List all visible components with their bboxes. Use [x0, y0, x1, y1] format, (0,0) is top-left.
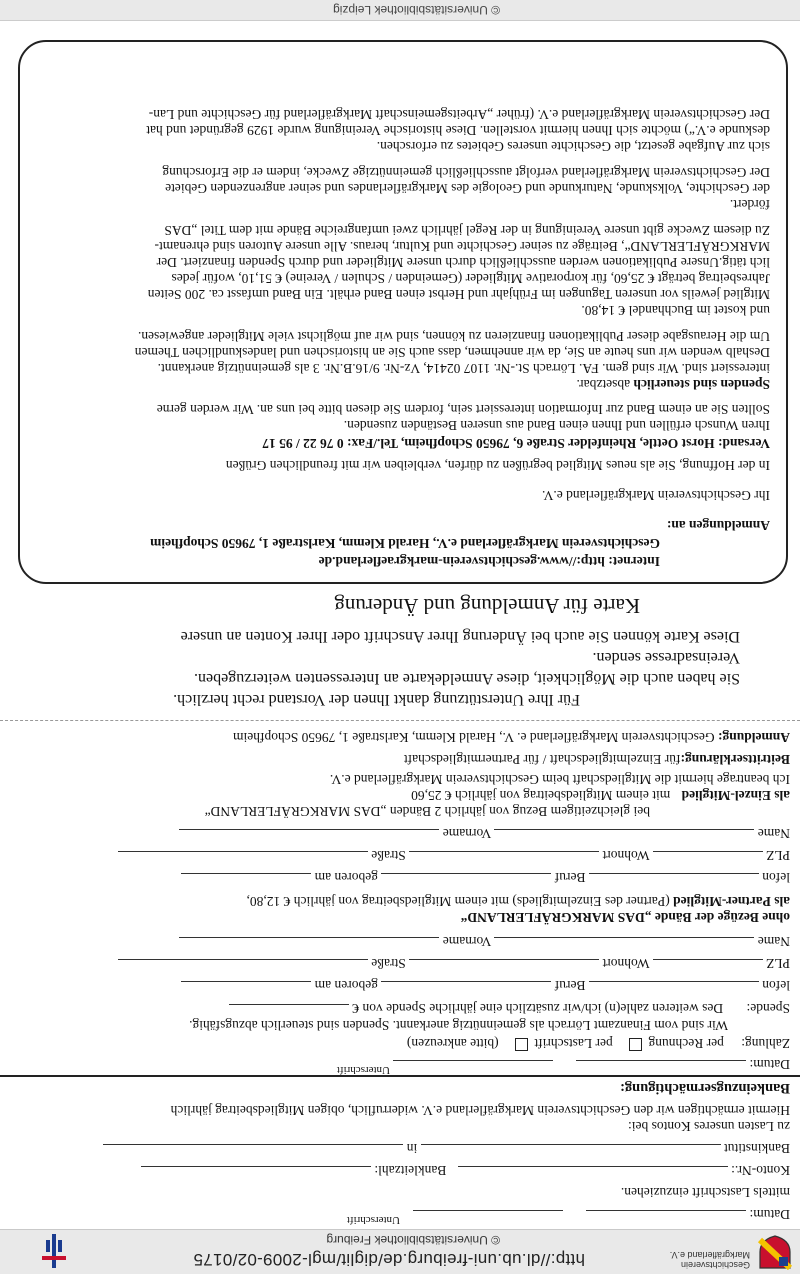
intro-p1-line-3: sich zur Aufgabe gesetzt, die Geschichte unseres Gebietes zu erforschen. [376, 139, 770, 154]
shipping-info: Versand: Horst Oettle, Rheinfelder Straße 6, 79650 Schopfheim, Tel./Fax: 0 76 22 / 95 17 [262, 436, 770, 451]
intro-p1-line-1: Der Geschichtsverein Markgräflerland e.V. (früher „Arbeitsgemeinschaft Markgräflerland für Geschichte und Lan- [148, 107, 770, 122]
bank-text-1: Hiermit ermächtigen wir den Geschichtsverein Markgräflerland e.V. widerruflich, obigen Mitgliedsbeitrag jährlich [170, 1103, 790, 1118]
card-text-4: Für Ihre Unterstützung dankt Ihnen der Vorstand recht herzlich. [173, 691, 580, 708]
card-text-2: Vereinsadresse senden. [592, 649, 740, 666]
partner-line: als Partner-Mitglied (Partner des Einzelmitglieds) mit einem Mitgliedsbeitrag von jährlich € 12,80, [246, 894, 790, 909]
card-title: Karte für Anmeldung und Änderung [334, 594, 640, 618]
footer-copyright: © Universitätsbibliothek Leipzig [333, 3, 500, 17]
viewer-footer [0, 0, 800, 21]
bank-date-field[interactable] [586, 1210, 746, 1221]
bank-title: Bankeinzugsermächtigung: [620, 1080, 790, 1096]
partner-zip-field[interactable] [653, 959, 763, 970]
single-phone-line: lefon Beruf geboren am [181, 869, 790, 885]
partner-firstname-field[interactable] [179, 937, 439, 948]
bank-institute-line: Bankinstitut in [103, 1140, 790, 1156]
form-date-field[interactable] [576, 1060, 746, 1071]
single-phone-field[interactable] [589, 873, 759, 884]
cut-line [0, 720, 800, 721]
intro-p4-line-2: Deshalb wenden wir uns heute an Sie, da wir annehmen, dass auch Sie an historischen und landeskundlichen Themen [134, 345, 770, 360]
form-beitritt-line: Beitrittserklärung:für Einzelmitgliedschaft / für Partnermitgliedschaft [403, 752, 790, 767]
payment-invoice-checkbox[interactable] [629, 1038, 642, 1051]
intro-p3-line-3: lich tätig.Unsere Publikationen werden ausschließlich durch unsere Mitglieder und durch Spenden finanziert. Der [156, 255, 770, 270]
intro-p2-line-3: fördert. [729, 197, 770, 212]
partner-city-field[interactable] [409, 959, 599, 970]
intro-p4-line-1: Um die Herausgabe dieser Publikationen finanzieren zu können, sind wir auf möglichst viele Mitglieder angewiesen. [137, 329, 770, 344]
bank-code-field[interactable] [141, 1166, 371, 1177]
copyright-notice: © Universitätsbibliothek Freiburg [326, 1233, 500, 1247]
intro-p4-line-3: interessiert sind. Wir sind gem. FA. Lörrach St.-Nr. 1107 02414, Vz-Nr. 9/16.B.Nr. 3 als gemeinnützig anerkannt. [157, 361, 770, 376]
intro-p5-line-1: Sollten Sie an einem Band zur Information interessiert sein, fordern Sie diesen bitte bei uns an. Wir werden gerne [156, 402, 770, 417]
bank-divider [0, 1075, 800, 1077]
payment-debit-checkbox[interactable] [515, 1038, 528, 1051]
bank-direct-debit: mittels Lastschrift einzuziehen. [620, 1185, 790, 1200]
hope-text: In der Hoffnung, Sie als neues Mitglied begrüßen zu dürfen, verbleiben wir mit freundlichen Grüßen [225, 458, 770, 473]
form-apply-text: Ich beantrage hiermit die Mitgliedschaft beim Geschichtsverein Markgräflerland e.V. [329, 772, 790, 787]
intro-p2-line-1: Der Geschichtsverein Markgräflerland verfolgt ausschließlich gemeinnützige Zwecke, indem er die Erforschung [162, 165, 770, 180]
bank-signature-label: Unterschrift [346, 1214, 400, 1226]
document-url[interactable]: http://dl.ub.uni-freiburg.de/diglit/mgl-2009-02/0175 [193, 1250, 585, 1269]
intro-p2-line-2: der Geschichte, Volkskunde, Naturkunde und Geologie des Markgräflerlandes und seiner angrenzenden Gebiete [165, 181, 770, 196]
partner-phone-field[interactable] [589, 981, 759, 992]
intro-p1-line-2: deskunde e.V.“) möchte sich Ihnen hiermit vorstellen. Diese historische Vereinigung wurde 1929 gegründet und hat [146, 123, 770, 138]
partner-street-field[interactable] [118, 959, 368, 970]
single-name-field[interactable] [494, 829, 754, 840]
intro-p3-line-6: und kostet im Buchhandel € 14,80. [581, 303, 770, 318]
card-text-3: Sie haben auch die Möglichkeit, diese Anmeldekarte an Interessenten weiterzugeben. [193, 670, 740, 687]
partner-address-line: PLZ Wohnort Straße [118, 955, 790, 971]
bank-date-line: Datum: [413, 1206, 790, 1222]
single-zip-field[interactable] [653, 851, 763, 862]
single-firstname-field[interactable] [179, 829, 439, 840]
partner-name-line: Name Vorname [179, 933, 790, 949]
form-date-line: Datum: [393, 1056, 790, 1072]
partner-phone-line: lefon Beruf geboren am [181, 977, 790, 993]
signoff: Ihr Geschichtsverein Markgräflerland e.V. [541, 488, 770, 503]
library-logo-icon [40, 1234, 68, 1268]
single-address-line: PLZ Wohnort Straße [118, 847, 790, 863]
viewer-header [0, 1229, 800, 1274]
form-signature-field[interactable] [393, 1060, 553, 1071]
single-born-field[interactable] [181, 873, 311, 884]
register-web[interactable]: Internet: http://www.geschichtsverein-markgraeflerland.de [318, 554, 660, 569]
single-street-field[interactable] [118, 851, 368, 862]
intro-p3-line-1: Zu diesem Zwecke gibt unsere Vereinigung in der Regel jährlich zwei umfangreiche Bände mit dem Titel „DAS [164, 223, 770, 238]
society-logo-text: Geschichtsverein Markgräflerland e.V. [669, 1250, 750, 1270]
society-crest-icon [758, 1234, 792, 1270]
partner-born-field[interactable] [181, 981, 311, 992]
single-city-field[interactable] [409, 851, 599, 862]
single-membership-line: als Einzel-Mitglied mit einem Mitgliedsbeitrag von jährlich € 25,60 [411, 788, 790, 803]
bank-institute-field[interactable] [421, 1144, 721, 1155]
intro-p5-line-2: Ihren Wunsch erfüllen und Ihnen einen Band aus unseren Beständen zusenden. [343, 418, 770, 433]
bank-city-field[interactable] [103, 1144, 403, 1155]
donation-line: Spende: Des weiteren zahle(n) ich/wir zusätzlich eine jährliche Spende von € [229, 1000, 790, 1016]
single-membership-text-2: bei gleichzeitigem Bezug von jährlich 2 Bänden „DAS MARKGRÄFLERLAND“ [204, 804, 650, 819]
form-title-line: Anmeldung: Geschichtsverein Markgräflerland e. V., Harald Klemm, Karlstraße 1, 79650 Schopfheim [232, 730, 790, 745]
intro-p3-line-2: MARKGRÄFLERLAND“, Beiträge zu seiner Geschichte und Kultur, heraus. Alle unsere Autoren sind ehrenamt- [154, 239, 770, 254]
card-text-1: Diese Karte können Sie auch bei Änderung Ihrer Anschrift oder Ihrer Konten an unsere [180, 628, 740, 645]
bank-text-2: zu Lasten unseres Kontos bei: [628, 1119, 790, 1134]
register-address: Geschichtsverein Markgräflerland e.V., Harald Klemm, Karlstraße 1, 79650 Schopfheim [150, 536, 660, 551]
donation-amount-field[interactable] [229, 1004, 349, 1015]
intro-p3-line-4: Jahresbeitrag beträgt € 25,60, für korporative Mitglieder (Gemeinden / Schulen / Vereine) € 51,10, wofür jedes [171, 271, 770, 286]
single-job-field[interactable] [381, 873, 551, 884]
form-signature-label: Unterschrift [336, 1064, 390, 1076]
single-name-line: Name Vorname [179, 825, 790, 841]
intro-p4-line-4: Spenden sind steuerlich absetzbar. [576, 377, 770, 392]
donation-text-2: Wir sind vom Finanzamt Lörrach als gemeinnützig anerkannt. Spenden sind steuerlich abzugsfähig. [189, 1018, 728, 1033]
partner-text-2: ohne Bezüge der Bände „DAS MARKGRÄFLERLAND“ [460, 910, 790, 925]
payment-line: Zahlung: per Rechnung per Lastschrift (bitte ankreuzen) [406, 1036, 790, 1051]
bank-account-field[interactable] [458, 1166, 728, 1177]
register-title: Anmeldungen an: [666, 518, 770, 533]
partner-name-field[interactable] [494, 937, 754, 948]
bank-account-line: Konto-Nr.: Bankleitzahl: [141, 1162, 790, 1178]
intro-p3-line-5: Mitglied jeweils vor unseren Tagungen im Frühjahr und Herbst einen Band erhält. Ein Band umfasst ca. 200 Seiten [147, 287, 770, 302]
partner-job-field[interactable] [381, 981, 551, 992]
bank-signature-field[interactable] [413, 1210, 563, 1221]
